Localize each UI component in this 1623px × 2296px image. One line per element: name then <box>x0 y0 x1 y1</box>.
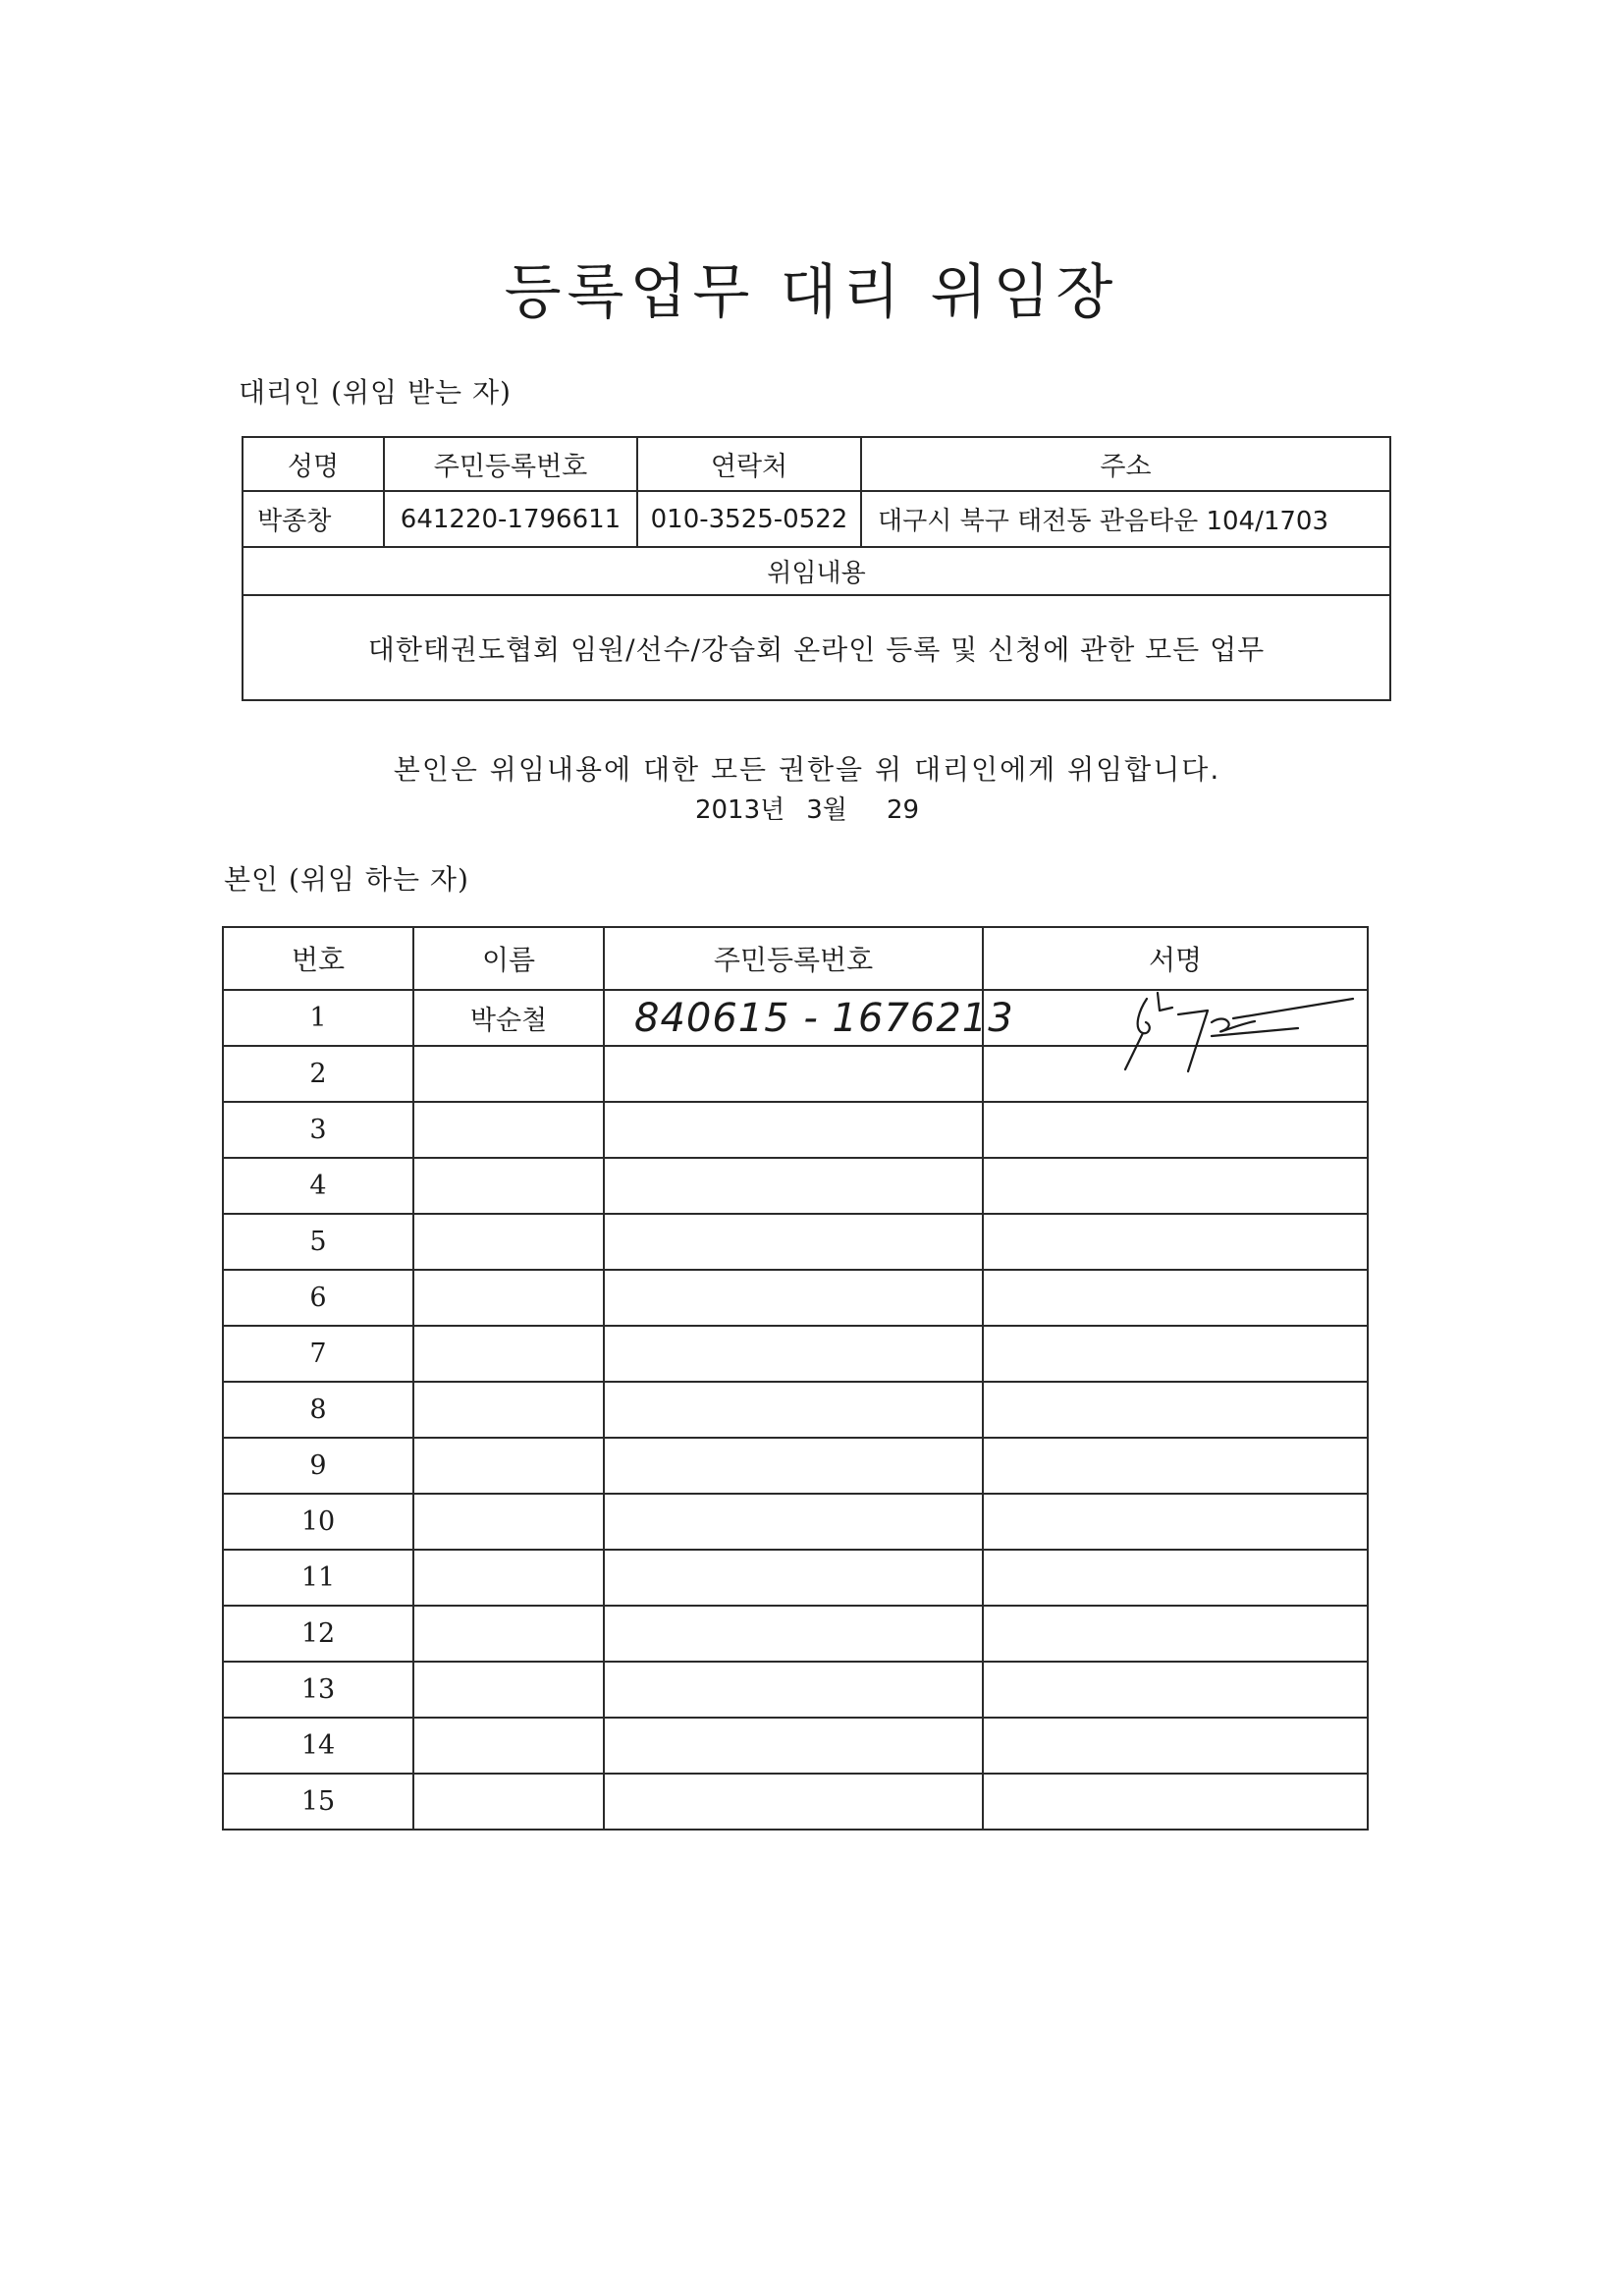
row-resident-number <box>604 1158 983 1214</box>
row-signature <box>983 1662 1368 1718</box>
row-resident-number <box>604 1270 983 1326</box>
table-row <box>223 1494 1368 1550</box>
delegation-statement: 본인은 위임내용에 대한 모든 권한을 위 대리인에게 위임합니다. <box>393 753 1221 786</box>
principal-header-row <box>223 927 1368 990</box>
delegation-content-row <box>243 595 1390 700</box>
row-name <box>413 1158 604 1214</box>
table-row <box>223 1774 1368 1830</box>
header-signature: 서명 <box>983 927 1368 990</box>
header-name: 성명 <box>243 437 384 491</box>
header-resident-number: 주민등록번호 <box>604 927 983 990</box>
row-name <box>413 1214 604 1270</box>
header-resident-number: 주민등록번호 <box>384 437 637 491</box>
row-signature <box>983 1494 1368 1550</box>
row-signature <box>983 1606 1368 1662</box>
agent-address: 대구시 북구 태전동 관음타운 104/1703 <box>861 491 1390 547</box>
agent-resident-number: 641220-1796611 <box>384 491 637 547</box>
row-name <box>413 1718 604 1774</box>
row-resident-number <box>604 1326 983 1382</box>
row-name <box>413 1550 604 1606</box>
agent-table <box>242 436 1391 701</box>
table-row <box>223 1326 1368 1382</box>
row-resident-number <box>604 1382 983 1438</box>
date-day: 29 <box>886 795 920 825</box>
row-number: 9 <box>223 1438 413 1494</box>
row-name <box>413 1046 604 1102</box>
row-signature <box>983 1326 1368 1382</box>
document-date <box>0 790 1614 826</box>
row-number: 6 <box>223 1270 413 1326</box>
row-name <box>413 1270 604 1326</box>
row-signature <box>983 1550 1368 1606</box>
row-number: 12 <box>223 1606 413 1662</box>
row-signature <box>983 1158 1368 1214</box>
row-resident-number <box>604 1718 983 1774</box>
row-resident-number <box>604 1102 983 1158</box>
delegation-header: 위임내용 <box>243 547 1390 595</box>
header-phone: 연락처 <box>637 437 861 491</box>
row-name: 박순철 <box>413 990 604 1046</box>
row-resident-number <box>604 1662 983 1718</box>
row-signature <box>983 1270 1368 1326</box>
header-address: 주소 <box>861 437 1390 491</box>
row-signature <box>983 1438 1368 1494</box>
row-signature <box>983 1774 1368 1830</box>
row-resident-number <box>604 1494 983 1550</box>
row-resident-number <box>604 1046 983 1102</box>
agent-section-label: 대리인 (위임 받는 자) <box>239 376 512 409</box>
table-row <box>223 1382 1368 1438</box>
table-row <box>223 1438 1368 1494</box>
table-row <box>223 1214 1368 1270</box>
agent-phone: 010-3525-0522 <box>637 491 861 547</box>
row-number: 4 <box>223 1158 413 1214</box>
date-year: 2013년 <box>694 795 785 825</box>
row-signature <box>983 1718 1368 1774</box>
row-resident-number <box>604 1438 983 1494</box>
row-number: 10 <box>223 1494 413 1550</box>
row-number: 1 <box>223 990 413 1046</box>
row-name <box>413 1382 604 1438</box>
table-row <box>223 1662 1368 1718</box>
row-number: 5 <box>223 1214 413 1270</box>
row-name <box>413 1662 604 1718</box>
row-signature <box>983 1046 1368 1102</box>
principal-table-body <box>223 990 1368 1830</box>
row-number: 11 <box>223 1550 413 1606</box>
table-row <box>223 1718 1368 1774</box>
row-name <box>413 1606 604 1662</box>
table-row <box>223 1606 1368 1662</box>
agent-name: 박종창 <box>243 491 384 547</box>
row-resident-number <box>604 1550 983 1606</box>
row-signature <box>983 1214 1368 1270</box>
principal-table-container <box>222 926 1367 1830</box>
agent-data-row <box>243 491 1390 547</box>
header-number: 번호 <box>223 927 413 990</box>
row-signature <box>983 990 1368 1046</box>
row-name <box>413 1494 604 1550</box>
row-name <box>413 1326 604 1382</box>
agent-header-row <box>243 437 1390 491</box>
header-name: 이름 <box>413 927 604 990</box>
principal-table <box>222 926 1369 1831</box>
row-number: 15 <box>223 1774 413 1830</box>
table-row <box>223 1158 1368 1214</box>
row-resident-number <box>604 1606 983 1662</box>
document-title: 등록업무 대리 위임장 <box>504 258 1119 327</box>
table-row <box>223 990 1368 1046</box>
table-row <box>223 1102 1368 1158</box>
row-signature <box>983 1102 1368 1158</box>
row-name <box>413 1774 604 1830</box>
table-row <box>223 1550 1368 1606</box>
row-number: 7 <box>223 1326 413 1382</box>
table-row <box>223 1046 1368 1102</box>
delegation-header-row <box>243 547 1390 595</box>
table-row <box>223 1270 1368 1326</box>
row-number: 2 <box>223 1046 413 1102</box>
principal-section-label: 본인 (위임 하는 자) <box>224 863 469 896</box>
row-number: 13 <box>223 1662 413 1718</box>
delegation-content: 대한태권도협회 임원/선수/강습회 온라인 등록 및 신청에 관한 모든 업무 <box>243 595 1390 700</box>
row-number: 8 <box>223 1382 413 1438</box>
row-resident-number: 840615 - 1676213 <box>604 990 983 1046</box>
date-month: 3월 <box>806 795 847 825</box>
row-number: 14 <box>223 1718 413 1774</box>
row-signature <box>983 1382 1368 1438</box>
row-resident-number <box>604 1774 983 1830</box>
row-name <box>413 1102 604 1158</box>
row-name <box>413 1438 604 1494</box>
row-number: 3 <box>223 1102 413 1158</box>
row-resident-number <box>604 1214 983 1270</box>
